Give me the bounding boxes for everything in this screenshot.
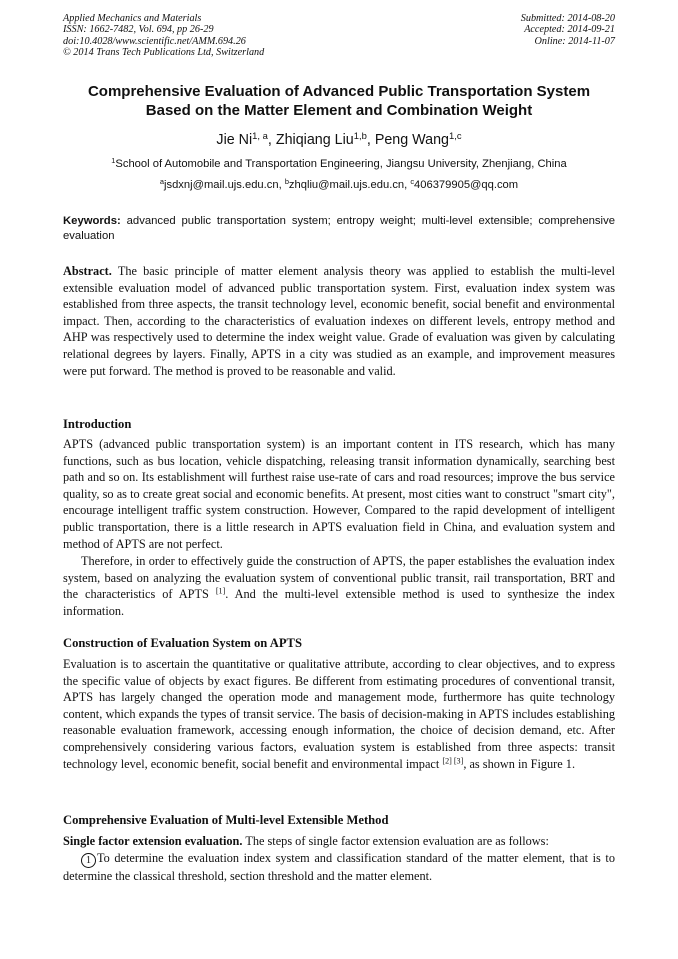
citation-ref[interactable]: [2] [3] (442, 756, 464, 766)
publication-dates (521, 13, 615, 47)
title-line-1: Comprehensive Evaluation of Advanced Public Transportation System (87, 83, 591, 100)
email-link[interactable]: zhqliu@mail.ujs.edu.cn (288, 179, 405, 191)
journal-copyright: © 2014 Trans Tech Publications Ltd, Switzerland (63, 47, 265, 59)
journal-doi[interactable]: doi:10.4028/www.scientific.net/AMM.694.26 (63, 35, 246, 47)
email-separator: , (278, 179, 285, 191)
abstract (63, 263, 615, 379)
journal-header (63, 13, 264, 59)
email-mark: b (284, 176, 289, 186)
author-affiliation-mark: 1, a (252, 129, 268, 141)
author-name: Zhiqiang Liu (275, 132, 354, 148)
step-number-marker: 1 (81, 853, 96, 868)
author-separator: , (267, 132, 276, 148)
introduction-paragraph-1: APTS (advanced public transportation system) is an important content in ITS research, which has many functions, such as bus location, vehicle dispatching, releasing transit information dynamically, searching best path and so on. Its establishment will furthest raise use-rate of cars and road resources; improve the bus service quality, so as to create great social and economic benefits. At present, most cities want to construct "smart city", encourage intelligent traffic system construction. However, Compared to the rapid development of intelligent public transportation, there is a little research in APTS evaluation field in China, and evaluation system and method of APTS are not perfect. (63, 437, 615, 551)
single-factor-paragraph (63, 833, 615, 850)
introduction-paragraph-2 (63, 553, 615, 619)
author-list (40, 131, 638, 149)
affiliation-mark: 1 (111, 155, 116, 165)
citation-ref[interactable]: [1] (215, 586, 226, 596)
author-separator: , (366, 132, 375, 148)
author-name: Jie Ni (216, 132, 253, 148)
paragraph-text: Evaluation is to ascertain the quantitative or qualitative attribute, according to clear objectives, and to express the specific value of objects by exact figures. Be different from estimating procedures of conventional transit, APTS has largely changed the operation mode and management mode, furthermore has quite technology content, which expands the types of transit service. The basis of decision-making in APTS includes establishing reasonable evaluation framework, accessing enough information, the choice of decision demand, etc. After comprehensively considering various factors, evaluation system is established from three aspects: transit technology level, economic benefit, social benefit and environmental impact (63, 657, 616, 771)
email-link[interactable]: jsdxnj@mail.ujs.edu.cn (164, 179, 279, 191)
paragraph-text: The steps of single factor extension evaluation are as follows: (245, 834, 549, 848)
paragraph-text: Therefore, in order to effectively guide the construction of APTS, the paper establishes the evaluation index system, based on analyzing the evaluation system of conventional public transit, rail transportation, BRT and the characteristics of APTS (63, 554, 615, 602)
author-name: Peng Wang (374, 132, 449, 148)
section-heading-comprehensive-evaluation: Comprehensive Evaluation of Multi-level Extensible Method (63, 813, 389, 827)
subsection-label: Single factor extension evaluation. (63, 834, 243, 848)
step-1-paragraph (63, 850, 615, 885)
accepted-date: Accepted: 2014-09-21 (524, 24, 615, 36)
section-heading-construction: Construction of Evaluation System on APTS (63, 636, 302, 650)
email-separator: , (404, 179, 411, 191)
author-affiliation-mark: 1,b (353, 129, 367, 141)
title-line-2: Based on the Matter Element and Combination Weight (145, 102, 533, 119)
email-mark: a (159, 176, 164, 186)
abstract-text: The basic principle of matter element analysis theory was applied to establish the multi-level extensible evaluation model of advanced public transportation system. First, evaluation index system was established from three aspects, the transit technology level, economic benefit, social benefit and environmental impact. Then, according to the characteristics of evaluation indexes on different levels, entropy method and AHP was respectively used to determine the index weight value. Grade of evaluation was given by calculating relational degrees by layers. Finally, APTS in a city was studied as an example, and improvement measures were put forward. The method is proved to be reasonable and valid. (63, 264, 615, 378)
section-heading-introduction: Introduction (63, 417, 132, 431)
keywords (63, 214, 615, 243)
journal-issn: ISSN: 1662-7482, Vol. 694, pp 26-29 (63, 24, 214, 36)
paragraph-text: , as shown in Figure 1. (463, 756, 576, 771)
keywords-label: Keywords: (63, 215, 121, 227)
paragraph-text: . And the multi-level extensible method is used to synthesize the index information. (63, 587, 616, 618)
author-affiliation (40, 157, 638, 171)
email-link[interactable]: 406379905@qq.com (414, 179, 519, 191)
submitted-date: Submitted: 2014-08-20 (520, 13, 615, 24)
author-emails (40, 178, 638, 192)
keywords-text: advanced public transportation system; entropy weight; multi-level extensible; comprehensive evaluation (63, 215, 615, 242)
construction-paragraph (63, 656, 615, 772)
journal-name: Applied Mechanics and Materials (63, 13, 202, 24)
paper-title (40, 82, 638, 120)
online-date: Online: 2014-11-07 (534, 35, 615, 47)
abstract-label: Abstract. (63, 264, 112, 278)
email-mark: c (410, 176, 415, 186)
step-text: To determine the evaluation index system and classification standard of the matter element, that is to determine the classical threshold, section threshold and the matter element. (63, 851, 615, 883)
affiliation-text: School of Automobile and Transportation Engineering, Jiangsu University, Zhenjiang, China (115, 158, 567, 170)
author-affiliation-mark: 1,c (449, 129, 462, 141)
